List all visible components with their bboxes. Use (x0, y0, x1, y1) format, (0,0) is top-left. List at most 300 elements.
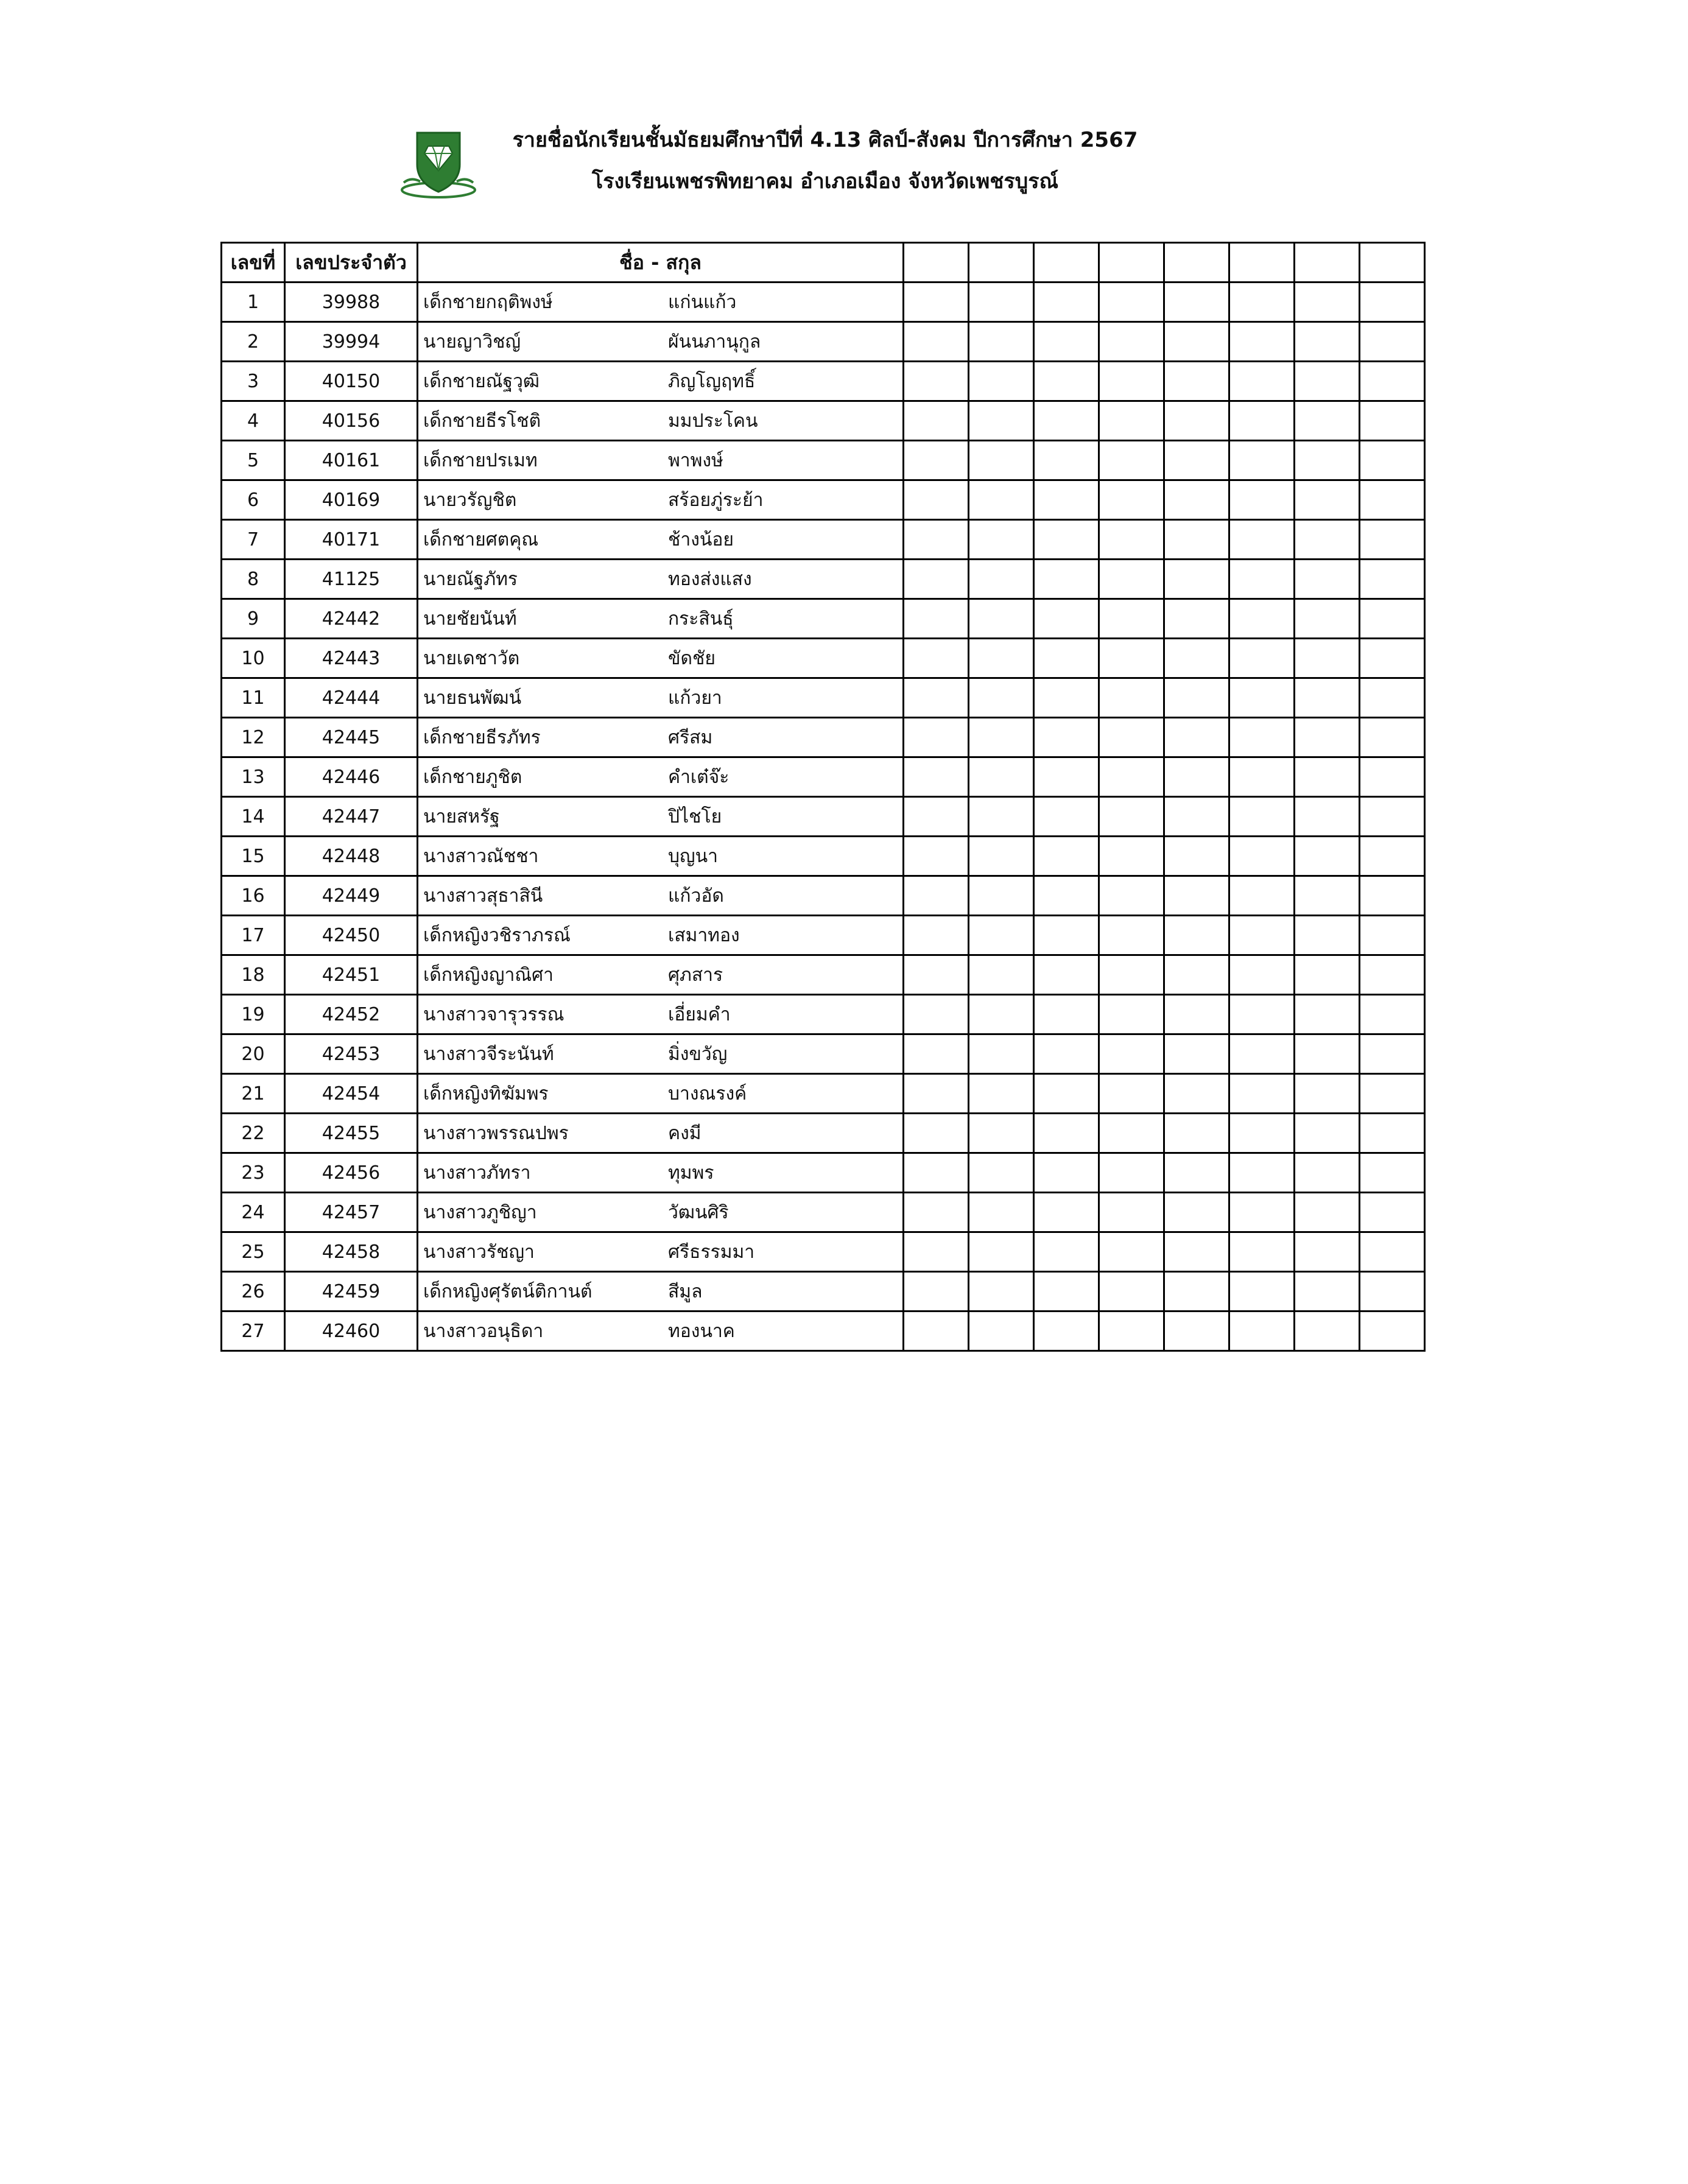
blank-cell (1099, 441, 1164, 480)
last-name: แก้วยา (668, 687, 722, 709)
cell-name (418, 322, 904, 362)
last-name: พาพงษ์ (668, 449, 723, 471)
blank-cell (904, 837, 969, 876)
blank-cell (1164, 1153, 1229, 1193)
name-wrapper (418, 1040, 902, 1069)
name-wrapper (418, 1198, 902, 1227)
blank-cell (969, 1114, 1034, 1153)
name-wrapper (418, 1238, 902, 1266)
blank-cell (1164, 1272, 1229, 1311)
cell-name (418, 480, 904, 520)
cell-name (418, 1193, 904, 1232)
last-name: เสมาทอง (668, 924, 740, 946)
blank-cell (904, 876, 969, 916)
first-name: นางสาวพรรณปพร (423, 1122, 569, 1144)
table-row (222, 1074, 1425, 1114)
blank-cell (1229, 995, 1295, 1034)
blank-cell (969, 441, 1034, 480)
blank-cell (1229, 560, 1295, 599)
blank-cell (904, 520, 969, 560)
table-row (222, 916, 1425, 955)
blank-cell (1295, 757, 1360, 797)
last-name: เอี่ยมคำ (668, 1003, 731, 1025)
blank-cell (1295, 441, 1360, 480)
cell-student-id: 42452 (285, 995, 418, 1034)
blank-cell (1229, 520, 1295, 560)
table-row (222, 757, 1425, 797)
name-wrapper (418, 921, 902, 950)
last-name: แก้วอัด (668, 885, 724, 907)
blank-cell (1034, 1074, 1099, 1114)
name-wrapper (418, 446, 902, 475)
name-wrapper (418, 684, 902, 712)
blank-cell (904, 441, 969, 480)
table-row (222, 441, 1425, 480)
name-wrapper (418, 328, 902, 356)
blank-cell (1099, 678, 1164, 718)
blank-cell (1099, 1193, 1164, 1232)
blank-cell (904, 1034, 969, 1074)
blank-cell (1164, 916, 1229, 955)
blank-cell (1295, 955, 1360, 995)
first-name: นางสาวสุธาสินี (423, 885, 543, 907)
cell-name (418, 441, 904, 480)
blank-cell (1295, 1114, 1360, 1153)
blank-cell (1164, 837, 1229, 876)
table-row (222, 1193, 1425, 1232)
blank-cell (1034, 1034, 1099, 1074)
first-name: นางสาวณัชชา (423, 845, 539, 867)
blank-cell (1360, 480, 1425, 520)
name-wrapper (418, 842, 902, 871)
blank-cell (1164, 718, 1229, 757)
blank-cell (1034, 837, 1099, 876)
blank-cell (1099, 955, 1164, 995)
blank-cell (1360, 1272, 1425, 1311)
blank-cell (1360, 678, 1425, 718)
first-name: เด็กหญิงทิฆัมพร (423, 1083, 549, 1104)
student-roster-table (220, 242, 1426, 1352)
cell-name (418, 1034, 904, 1074)
first-name: เด็กหญิงญาณิศา (423, 964, 554, 986)
first-name: เด็กหญิงวชิราภรณ์ (423, 924, 571, 946)
table-row (222, 837, 1425, 876)
name-wrapper (418, 407, 902, 435)
blank-cell (1360, 916, 1425, 955)
blank-cell (1034, 797, 1099, 837)
blank-cell (1229, 1074, 1295, 1114)
blank-cell (1295, 837, 1360, 876)
cell-name (418, 1232, 904, 1272)
blank-cell (1164, 362, 1229, 401)
blank-cell (1034, 1272, 1099, 1311)
cell-number: 2 (222, 322, 285, 362)
cell-name (418, 876, 904, 916)
blank-cell (1295, 1153, 1360, 1193)
blank-cell (1099, 362, 1164, 401)
blank-cell (1229, 955, 1295, 995)
first-name: เด็กชายธีรภัทร (423, 726, 541, 748)
cell-number: 19 (222, 995, 285, 1034)
blank-cell (1164, 401, 1229, 441)
blank-header-cell (1295, 243, 1360, 283)
blank-cell (1295, 362, 1360, 401)
blank-cell (1164, 1193, 1229, 1232)
name-wrapper (418, 605, 902, 633)
blank-header-cell (1229, 243, 1295, 283)
blank-cell (1164, 599, 1229, 639)
blank-cell (1229, 401, 1295, 441)
blank-cell (1229, 1034, 1295, 1074)
blank-header-cell (1034, 243, 1099, 283)
table-header-row (222, 243, 1425, 283)
blank-cell (1034, 362, 1099, 401)
blank-cell (1295, 1272, 1360, 1311)
last-name: สีมูล (668, 1280, 703, 1302)
blank-cell (904, 955, 969, 995)
cell-student-id: 40171 (285, 520, 418, 560)
cell-name (418, 560, 904, 599)
cell-number: 22 (222, 1114, 285, 1153)
last-name: มมประโคน (668, 410, 758, 432)
blank-cell (1164, 639, 1229, 678)
blank-cell (904, 560, 969, 599)
cell-number: 20 (222, 1034, 285, 1074)
cell-student-id: 42456 (285, 1153, 418, 1193)
first-name: นางสาวรัชญา (423, 1241, 535, 1263)
blank-cell (904, 599, 969, 639)
cell-name (418, 520, 904, 560)
cell-student-id: 42454 (285, 1074, 418, 1114)
cell-student-id: 39994 (285, 322, 418, 362)
cell-number: 23 (222, 1153, 285, 1193)
cell-name (418, 995, 904, 1034)
cell-name (418, 1272, 904, 1311)
blank-cell (1360, 560, 1425, 599)
blank-cell (1034, 1114, 1099, 1153)
blank-cell (1164, 757, 1229, 797)
cell-student-id: 40156 (285, 401, 418, 441)
blank-cell (904, 362, 969, 401)
blank-cell (969, 639, 1034, 678)
blank-cell (969, 560, 1034, 599)
cell-number: 5 (222, 441, 285, 480)
blank-cell (1229, 1311, 1295, 1351)
blank-cell (1099, 322, 1164, 362)
cell-student-id: 42445 (285, 718, 418, 757)
name-wrapper (418, 486, 902, 514)
blank-cell (1099, 837, 1164, 876)
name-wrapper (418, 723, 902, 752)
table-row (222, 718, 1425, 757)
blank-cell (1360, 757, 1425, 797)
first-name: เด็กชายศตคุณ (423, 528, 539, 550)
last-name: ปิไชโย (668, 806, 722, 827)
blank-cell (1229, 718, 1295, 757)
cell-number: 15 (222, 837, 285, 876)
name-wrapper (418, 644, 902, 673)
blank-cell (1099, 1034, 1164, 1074)
name-wrapper (418, 1317, 902, 1346)
blank-cell (969, 480, 1034, 520)
table-row (222, 1153, 1425, 1193)
blank-cell (969, 599, 1034, 639)
cell-student-id: 40169 (285, 480, 418, 520)
cell-number: 21 (222, 1074, 285, 1114)
blank-cell (904, 1193, 969, 1232)
blank-cell (904, 322, 969, 362)
blank-cell (1164, 995, 1229, 1034)
cell-number: 24 (222, 1193, 285, 1232)
last-name: ช้างน้อย (668, 528, 734, 550)
cell-number: 3 (222, 362, 285, 401)
blank-cell (1229, 639, 1295, 678)
blank-cell (1099, 1074, 1164, 1114)
cell-student-id: 40161 (285, 441, 418, 480)
blank-cell (1229, 1232, 1295, 1272)
table-row (222, 401, 1425, 441)
first-name: นางสาวภัทรา (423, 1162, 531, 1184)
school-subtitle: โรงเรียนเพชรพิทยาคม อำเภอเมือง จังหวัดเพชรบูรณ์ (591, 169, 1059, 194)
blank-header-cell (1360, 243, 1425, 283)
blank-cell (1164, 480, 1229, 520)
blank-cell (1034, 1311, 1099, 1351)
name-wrapper (418, 367, 902, 396)
blank-cell (1034, 560, 1099, 599)
cell-name (418, 955, 904, 995)
first-name: นางสาวจารุวรรณ (423, 1003, 564, 1025)
cell-student-id: 39988 (285, 283, 418, 322)
first-name: นางสาวจีระนันท์ (423, 1043, 554, 1065)
blank-cell (1034, 757, 1099, 797)
table-row (222, 1034, 1425, 1074)
blank-cell (1229, 480, 1295, 520)
blank-cell (1164, 678, 1229, 718)
blank-header-cell (1099, 243, 1164, 283)
blank-cell (1295, 599, 1360, 639)
cell-student-id: 42449 (285, 876, 418, 916)
blank-cell (1229, 757, 1295, 797)
blank-cell (1099, 560, 1164, 599)
blank-cell (969, 916, 1034, 955)
cell-student-id: 42443 (285, 639, 418, 678)
blank-cell (1034, 480, 1099, 520)
cell-student-id: 42458 (285, 1232, 418, 1272)
blank-cell (904, 718, 969, 757)
cell-name (418, 678, 904, 718)
table-row (222, 876, 1425, 916)
cell-number: 1 (222, 283, 285, 322)
blank-cell (1164, 283, 1229, 322)
blank-cell (1295, 401, 1360, 441)
cell-student-id: 42450 (285, 916, 418, 955)
blank-cell (1360, 283, 1425, 322)
header-student-id: เลขประจำตัว (285, 243, 418, 283)
blank-cell (1295, 1034, 1360, 1074)
blank-cell (1229, 1114, 1295, 1153)
blank-cell (969, 678, 1034, 718)
blank-cell (904, 678, 969, 718)
blank-header-cell (904, 243, 969, 283)
blank-cell (969, 955, 1034, 995)
cell-number: 17 (222, 916, 285, 955)
first-name: เด็กชายณัฐวุฒิ (423, 370, 540, 392)
blank-cell (1360, 322, 1425, 362)
blank-cell (1360, 995, 1425, 1034)
cell-number: 16 (222, 876, 285, 916)
blank-cell (1229, 599, 1295, 639)
blank-cell (904, 283, 969, 322)
last-name: สร้อยภู่ระย้า (668, 489, 764, 511)
cell-number: 4 (222, 401, 285, 441)
first-name: นายวรัญชิต (423, 489, 517, 511)
first-name: นายเดชาวัต (423, 647, 520, 669)
blank-cell (1099, 1153, 1164, 1193)
blank-cell (1295, 678, 1360, 718)
blank-cell (969, 718, 1034, 757)
cell-student-id: 42444 (285, 678, 418, 718)
blank-cell (1295, 1193, 1360, 1232)
table-row (222, 283, 1425, 322)
blank-cell (1295, 480, 1360, 520)
blank-header-cell (1164, 243, 1229, 283)
last-name: ทุมพร (668, 1162, 714, 1184)
blank-header-cell (969, 243, 1034, 283)
name-wrapper (418, 763, 902, 792)
blank-cell (1295, 639, 1360, 678)
blank-cell (1229, 1193, 1295, 1232)
blank-cell (1360, 955, 1425, 995)
blank-cell (1229, 916, 1295, 955)
last-name: วัฒนศิริ (668, 1201, 729, 1223)
blank-cell (969, 876, 1034, 916)
blank-cell (1295, 995, 1360, 1034)
blank-cell (1164, 1311, 1229, 1351)
blank-cell (969, 1034, 1034, 1074)
school-crest-icon (399, 122, 478, 201)
document-header (0, 116, 1688, 207)
blank-cell (1229, 283, 1295, 322)
cell-name (418, 362, 904, 401)
blank-cell (1034, 955, 1099, 995)
blank-cell (969, 757, 1034, 797)
last-name: กระสินธุ์ (668, 608, 734, 630)
blank-cell (1034, 1232, 1099, 1272)
blank-cell (969, 1193, 1034, 1232)
first-name: นายชัยนันท์ (423, 608, 517, 630)
blank-cell (1034, 401, 1099, 441)
cell-student-id: 42442 (285, 599, 418, 639)
table-row (222, 322, 1425, 362)
blank-cell (1099, 520, 1164, 560)
cell-name (418, 916, 904, 955)
blank-cell (969, 995, 1034, 1034)
table-row (222, 639, 1425, 678)
blank-cell (1164, 1114, 1229, 1153)
blank-cell (1099, 639, 1164, 678)
blank-cell (1295, 283, 1360, 322)
blank-cell (1360, 1034, 1425, 1074)
blank-cell (969, 837, 1034, 876)
blank-cell (1360, 520, 1425, 560)
cell-student-id: 42448 (285, 837, 418, 876)
last-name: ขัดชัย (668, 647, 716, 669)
first-name: เด็กชายภูชิต (423, 766, 522, 788)
blank-cell (1360, 639, 1425, 678)
blank-cell (1295, 322, 1360, 362)
table-row (222, 480, 1425, 520)
blank-cell (1034, 876, 1099, 916)
table-row (222, 1311, 1425, 1351)
table-row (222, 1232, 1425, 1272)
table-row (222, 995, 1425, 1034)
blank-cell (1164, 955, 1229, 995)
blank-cell (1295, 1074, 1360, 1114)
blank-cell (1360, 441, 1425, 480)
blank-cell (1034, 520, 1099, 560)
table-body (222, 283, 1425, 1351)
blank-cell (1099, 797, 1164, 837)
first-name: นางสาวภูชิญา (423, 1201, 537, 1223)
name-wrapper (418, 961, 902, 989)
blank-cell (969, 797, 1034, 837)
cell-number: 14 (222, 797, 285, 837)
first-name: เด็กชายปรเมท (423, 449, 538, 471)
cell-student-id: 42455 (285, 1114, 418, 1153)
blank-cell (1229, 362, 1295, 401)
first-name: เด็กชายกฤติพงษ์ (423, 291, 553, 313)
blank-cell (1164, 876, 1229, 916)
blank-cell (904, 1232, 969, 1272)
cell-student-id: 42457 (285, 1193, 418, 1232)
cell-student-id: 42459 (285, 1272, 418, 1311)
blank-cell (1164, 441, 1229, 480)
cell-number: 18 (222, 955, 285, 995)
table-row (222, 678, 1425, 718)
blank-cell (1295, 520, 1360, 560)
cell-number: 6 (222, 480, 285, 520)
blank-cell (1164, 322, 1229, 362)
blank-cell (1229, 322, 1295, 362)
blank-cell (1099, 1232, 1164, 1272)
blank-cell (904, 401, 969, 441)
blank-cell (1360, 876, 1425, 916)
blank-cell (1034, 995, 1099, 1034)
cell-name (418, 639, 904, 678)
cell-number: 11 (222, 678, 285, 718)
table-row (222, 797, 1425, 837)
cell-student-id: 40150 (285, 362, 418, 401)
blank-cell (1360, 1311, 1425, 1351)
last-name: ทองส่งแสง (668, 568, 752, 590)
cell-student-id: 42446 (285, 757, 418, 797)
blank-cell (969, 1153, 1034, 1193)
blank-cell (1099, 1311, 1164, 1351)
blank-cell (1164, 1074, 1229, 1114)
cell-student-id: 42451 (285, 955, 418, 995)
blank-cell (1034, 1153, 1099, 1193)
blank-cell (904, 639, 969, 678)
blank-cell (1099, 599, 1164, 639)
blank-cell (1099, 995, 1164, 1034)
blank-cell (904, 797, 969, 837)
blank-cell (969, 401, 1034, 441)
first-name: นายธนพัฒน์ (423, 687, 522, 709)
blank-cell (1164, 1034, 1229, 1074)
blank-cell (1360, 1074, 1425, 1114)
blank-cell (1099, 718, 1164, 757)
first-name: นายณัฐภัทร (423, 568, 518, 590)
